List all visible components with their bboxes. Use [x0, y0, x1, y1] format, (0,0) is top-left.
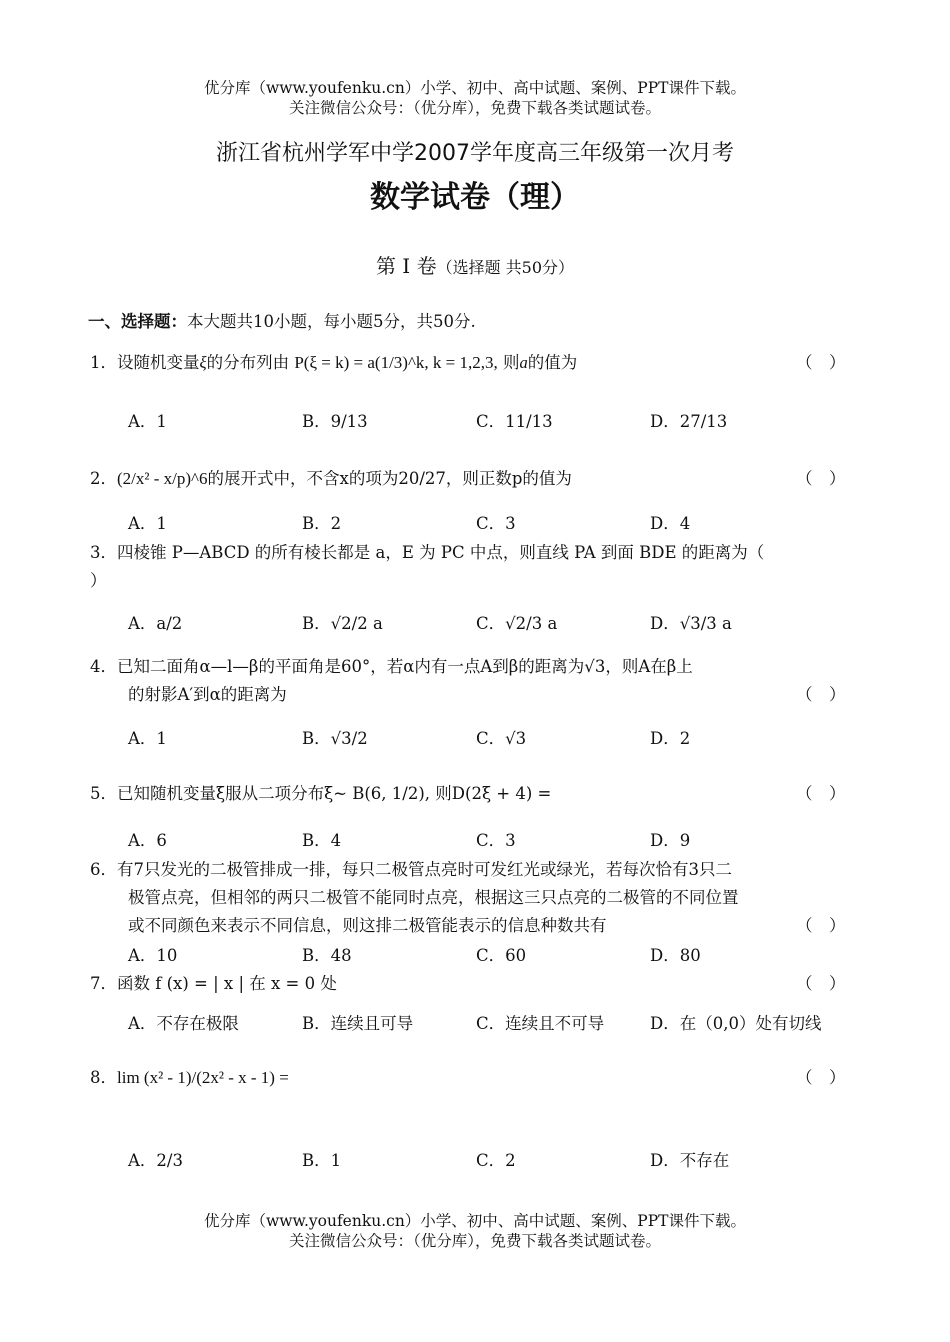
option-6d[interactable]: D．80 [650, 946, 701, 965]
option-4a[interactable]: A．1 [128, 729, 167, 748]
question-6-line-2: 极管点亮，但相邻的两只二极管不能同时点亮，根据这三只点亮的二极管的不同位置 [128, 888, 739, 907]
option-7a[interactable]: A．不存在极限 [128, 1014, 239, 1033]
header-line-2: 关注微信公众号：（优分库），免费下载各类试题试卷。 [288, 99, 661, 117]
footer-line-2: 关注微信公众号：（优分库），免费下载各类试题试卷。 [288, 1232, 661, 1250]
section-desc: 本大题共10小题，每小题5分，共50分. [187, 312, 476, 331]
option-5b[interactable]: B．4 [302, 831, 342, 850]
part-note: （选择题 共50分） [436, 258, 575, 277]
question-number: 2． [90, 469, 117, 488]
answer-paren-1[interactable]: （ ） [796, 353, 846, 372]
question-1 [90, 349, 577, 373]
section-label: 一、选择题： [88, 312, 187, 331]
option-2c[interactable]: C．3 [476, 514, 516, 533]
question-text: 的展开式中，不含x的项为20/27，则正数p的值为 [207, 469, 572, 488]
option-4c[interactable]: C．√3 [476, 729, 527, 748]
question-number: 1． [90, 353, 117, 372]
option-1d[interactable]: D．27/13 [650, 412, 728, 431]
question-text: 四棱锥 P—ABCD 的所有棱长都是 a，E 为 PC 中点，则直线 PA 到面 BDE 的距离为（ [117, 543, 765, 562]
question-6 [90, 856, 732, 880]
part-heading [0, 250, 950, 279]
answer-paren-6[interactable]: （ ） [796, 916, 846, 935]
answer-paren-7[interactable]: （ ） [796, 974, 846, 993]
question-text: 函数 f (x) = | x | 在 x = 0 处 [117, 974, 337, 993]
option-4b[interactable]: B．√3/2 [302, 729, 368, 748]
option-1b[interactable]: B．9/13 [302, 412, 368, 431]
option-2a[interactable]: A．1 [128, 514, 167, 533]
question-text: 有7只发光的二极管排成一排，每只二极管点亮时可发红光或绿光，若每次恰有3只二 [117, 860, 732, 879]
question-number: 4． [90, 657, 117, 676]
question-2 [90, 465, 572, 489]
option-7b[interactable]: B．连续且可导 [302, 1014, 414, 1033]
question-number: 5． [90, 784, 117, 803]
limit-formula: lim (x² - 1)/(2x² - x - 1) = [117, 1068, 289, 1087]
binomial-expression: (2/x² - x/p)^6 [117, 469, 208, 488]
question-7 [90, 970, 337, 994]
answer-paren-4[interactable]: （ ） [796, 685, 846, 704]
question-4-cont: 的射影A′到α的距离为 [128, 685, 287, 704]
option-3d[interactable]: D．√3/3 a [650, 614, 732, 633]
question-text: 的值为 [527, 353, 578, 372]
answer-paren-8[interactable]: （ ） [796, 1068, 846, 1087]
header-line-1: 优分库（www.youfenku.cn）小学、初中、高中试题、案例、PPT课件下载。 [203, 79, 747, 97]
question-5 [90, 780, 551, 804]
option-3a[interactable]: A．a/2 [128, 614, 183, 633]
option-2b[interactable]: B．2 [302, 514, 342, 533]
option-5c[interactable]: C．3 [476, 831, 516, 850]
option-8b[interactable]: B．1 [302, 1151, 342, 1170]
option-5a[interactable]: A．6 [128, 831, 167, 850]
question-number: 7． [90, 974, 117, 993]
option-7c[interactable]: C．连续且不可导 [476, 1014, 605, 1033]
answer-paren-2[interactable]: （ ） [796, 469, 846, 488]
question-4 [90, 653, 693, 677]
option-3c[interactable]: C．√2/3 a [476, 614, 558, 633]
question-text: 则 [503, 353, 520, 372]
option-6b[interactable]: B．48 [302, 946, 352, 965]
question-8 [90, 1064, 289, 1088]
exam-subtitle: 数学试卷（理） [370, 180, 580, 215]
question-text: 的分布列由 [206, 353, 290, 372]
option-1c[interactable]: C．11/13 [476, 412, 553, 431]
question-text: 设随机变量 [117, 353, 200, 372]
section-heading [88, 308, 476, 332]
question-number: 8． [90, 1068, 117, 1087]
option-8c[interactable]: C．2 [476, 1151, 516, 1170]
distribution-formula: P(ξ = k) = a(1/3)^k, k = 1,2,3, [294, 353, 498, 372]
option-3b[interactable]: B．√2/2 a [302, 614, 383, 633]
question-number: 6． [90, 860, 117, 879]
option-8d[interactable]: D．不存在 [650, 1151, 730, 1170]
question-text: 已知二面角α—l—β的平面角是60°，若α内有一点A到β的距离为√3，则A在β上 [117, 657, 693, 676]
option-6a[interactable]: A．10 [128, 946, 178, 965]
answer-paren-5[interactable]: （ ） [796, 784, 846, 803]
question-3 [90, 539, 764, 563]
option-6c[interactable]: C．60 [476, 946, 527, 965]
option-8a[interactable]: A．2/3 [128, 1151, 183, 1170]
part-label: 第 I 卷 [375, 254, 437, 278]
question-3-cont: ） [90, 571, 107, 590]
question-number: 3． [90, 543, 117, 562]
option-7d[interactable]: D．在（0,0）处有切线 [650, 1014, 822, 1033]
footer-line-1: 优分库（www.youfenku.cn）小学、初中、高中试题、案例、PPT课件下载。 [203, 1212, 747, 1230]
exam-title: 浙江省杭州学军中学2007学年度高三年级第一次月考 [216, 141, 734, 166]
math-var: a [519, 353, 528, 372]
option-2d[interactable]: D．4 [650, 514, 691, 533]
option-5d[interactable]: D．9 [650, 831, 691, 850]
math-var: ξ [199, 353, 207, 372]
option-1a[interactable]: A．1 [128, 412, 167, 431]
question-6-line-3: 或不同颜色来表示不同信息，则这排二极管能表示的信息种数共有 [128, 916, 607, 935]
option-4d[interactable]: D．2 [650, 729, 691, 748]
question-text: 已知随机变量ξ服从二项分布ξ~ B(6, 1/2), 则D(2ξ + 4) = [117, 784, 552, 803]
